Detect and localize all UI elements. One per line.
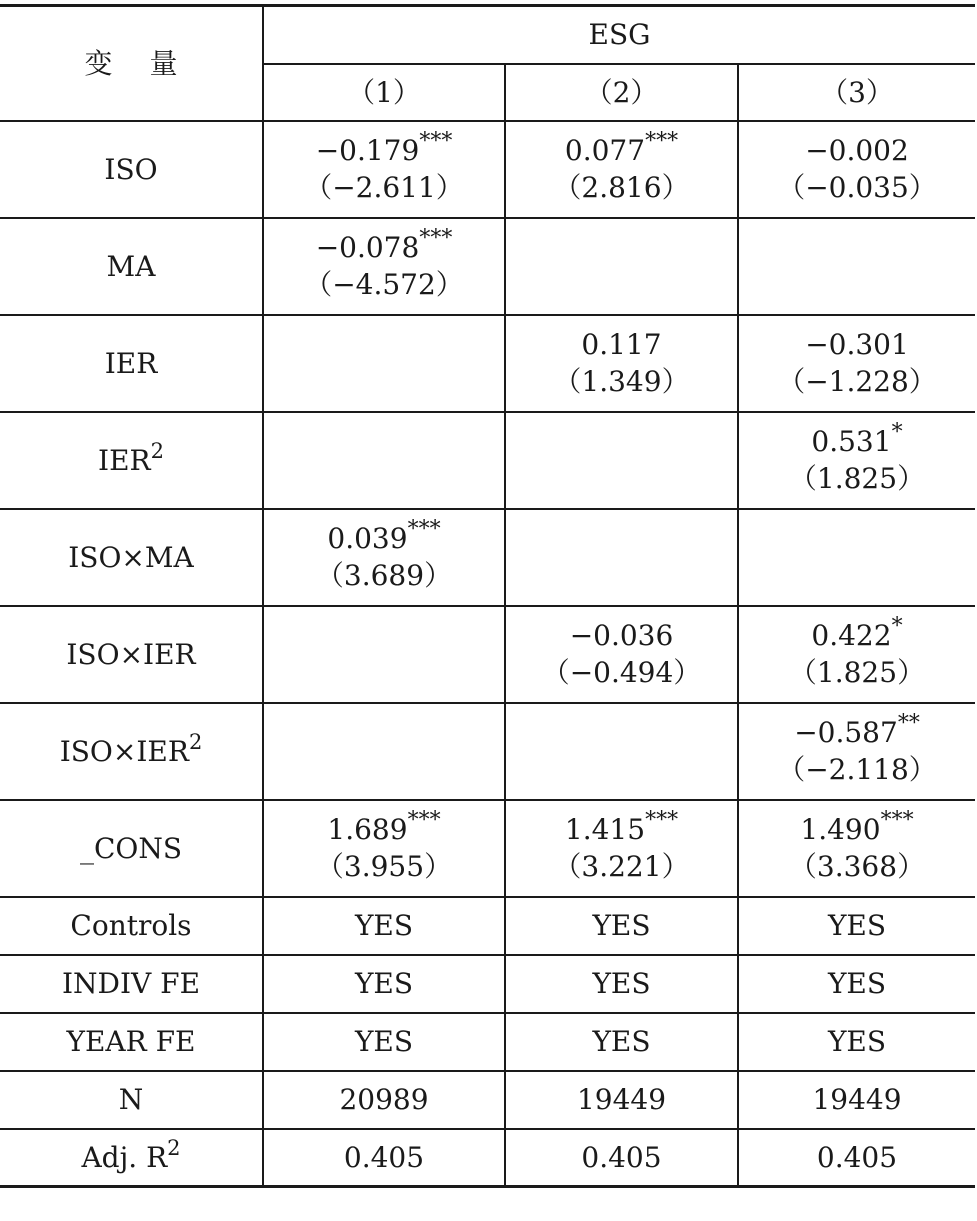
variable-name-text: ISO×IER — [66, 637, 196, 671]
t-statistic: （3.689） — [315, 559, 453, 592]
variable-name-text: IER — [104, 346, 158, 380]
variable-name-cell — [0, 1129, 263, 1187]
t-statistic: （−2.611） — [304, 171, 464, 204]
coefficient-value: 0.531 — [811, 425, 892, 458]
coefficient-value: −0.179 — [315, 134, 420, 167]
coefficient-value: 0.422 — [811, 619, 892, 652]
coefficient-cell — [263, 703, 505, 800]
variable-name-cell — [0, 1013, 263, 1071]
variable-name-cell — [0, 955, 263, 1013]
summary-value-cell: YES — [738, 1013, 975, 1071]
coefficient-line — [739, 420, 975, 460]
variable-name — [119, 1081, 144, 1118]
coefficient-line — [506, 808, 737, 848]
variable-name-text: _CONS — [79, 831, 183, 865]
summary-row — [0, 955, 975, 1013]
summary-value-cell: YES — [505, 955, 738, 1013]
significance-stars: * — [891, 614, 903, 639]
t-statistic: （1.825） — [788, 656, 926, 689]
significance-stars: ** — [897, 711, 920, 736]
variable-name — [59, 729, 203, 770]
variable-name — [98, 438, 164, 479]
variable-name-text: ISO×MA — [68, 540, 194, 574]
variable-name-text: Controls — [70, 909, 192, 942]
coefficient-value: 1.415 — [564, 813, 646, 846]
coefficient-cell — [263, 412, 505, 509]
variable-name-text: N — [118, 1083, 144, 1116]
significance-stars: * — [891, 420, 903, 445]
table-row — [0, 703, 975, 800]
coefficient-cell — [505, 509, 738, 606]
t-statistic: （3.368） — [788, 850, 926, 883]
summary-row — [0, 897, 975, 955]
table-row — [0, 606, 975, 703]
coefficient-value: −0.078 — [315, 231, 420, 264]
coefficient-cell — [738, 800, 975, 897]
summary-value-cell: YES — [263, 897, 505, 955]
variable-name-cell — [0, 800, 263, 897]
coefficient-cell — [505, 703, 738, 800]
coefficient-cell — [263, 315, 505, 412]
variable-name-text: YEAR FE — [66, 1025, 196, 1058]
esg-group-header: ESG — [263, 6, 975, 64]
coefficient-cell — [738, 412, 975, 509]
summary-row — [0, 1071, 975, 1129]
coefficient-cell — [505, 606, 738, 703]
significance-stars: *** — [407, 808, 441, 833]
coefficient-cell — [738, 218, 975, 315]
coefficient-value: 0.077 — [564, 134, 646, 167]
coefficient-cell — [263, 121, 505, 218]
summary-value-cell: YES — [738, 897, 975, 955]
t-statistic: （−2.118） — [777, 753, 937, 786]
summary-value-cell: YES — [505, 1013, 738, 1071]
table-row — [0, 412, 975, 509]
significance-stars: *** — [645, 129, 679, 154]
summary-value-cell: YES — [263, 1013, 505, 1071]
variable-name-text: ISO×IER — [59, 734, 189, 768]
coefficient-line — [506, 129, 737, 169]
coefficient-cell — [505, 121, 738, 218]
significance-stars: *** — [419, 226, 453, 251]
variable-name-cell — [0, 315, 263, 412]
coefficient-cell — [505, 412, 738, 509]
table-row — [0, 218, 975, 315]
coefficient-value: −0.002 — [805, 134, 909, 167]
summary-value-cell: YES — [505, 897, 738, 955]
variable-name — [105, 345, 158, 382]
variable-name-text: INDIV FE — [61, 967, 201, 1000]
coefficient-cell — [505, 315, 738, 412]
variable-name-cell — [0, 121, 263, 218]
summary-value-cell: 0.405 — [505, 1129, 738, 1187]
coefficient-value: −0.036 — [569, 619, 674, 652]
coefficient-line — [264, 129, 504, 169]
coefficient-value: −0.301 — [805, 328, 909, 361]
summary-value-cell: 19449 — [738, 1071, 975, 1129]
t-statistic: （−4.572） — [304, 268, 464, 301]
summary-value-cell: 0.405 — [738, 1129, 975, 1187]
table-row — [0, 315, 975, 412]
coefficient-line — [739, 808, 975, 848]
coefficient-value: 0.039 — [327, 522, 408, 555]
variable-name — [68, 539, 194, 576]
table-row — [0, 121, 975, 218]
variable-name — [107, 248, 156, 285]
summary-row — [0, 1013, 975, 1071]
column-header-2: （2） — [505, 64, 738, 121]
variable-name-cell — [0, 509, 263, 606]
variable-name-cell — [0, 897, 263, 955]
variable-name — [62, 965, 200, 1002]
significance-stars: *** — [880, 808, 914, 833]
summary-value-cell: 20989 — [263, 1071, 505, 1129]
t-statistic: （3.221） — [553, 850, 690, 883]
coefficient-line — [739, 711, 975, 751]
summary-value-cell: 19449 — [505, 1071, 738, 1129]
table-body — [0, 121, 975, 1187]
significance-stars: *** — [407, 517, 441, 542]
coefficient-cell — [263, 509, 505, 606]
coefficient-cell — [263, 800, 505, 897]
summary-value-cell: YES — [738, 955, 975, 1013]
coefficient-cell — [738, 315, 975, 412]
coefficient-value: 1.689 — [327, 813, 408, 846]
t-statistic: （1.825） — [788, 462, 926, 495]
coefficient-line — [739, 326, 975, 363]
regression-table-container — [0, 4, 975, 1188]
coefficient-value: −0.587 — [794, 716, 898, 749]
coefficient-cell — [263, 606, 505, 703]
variable-name — [70, 907, 191, 944]
variable-name-superscript: 2 — [150, 438, 164, 463]
header-row-group — [0, 6, 975, 64]
variable-name — [81, 1135, 181, 1176]
significance-stars: *** — [419, 129, 453, 154]
variable-name-text: ISO — [104, 152, 158, 186]
coefficient-value: 1.490 — [800, 813, 881, 846]
variable-name-text: Adj. R — [81, 1140, 168, 1174]
t-statistic: （1.349） — [553, 365, 690, 398]
summary-value-cell: 0.405 — [263, 1129, 505, 1187]
t-statistic: （−0.494） — [541, 656, 702, 689]
coefficient-line — [506, 617, 737, 654]
coefficient-line — [739, 132, 975, 169]
coefficient-line — [506, 326, 737, 363]
coefficient-cell — [505, 218, 738, 315]
variable-header-label: 变 量 — [84, 46, 192, 80]
t-statistic: （−0.035） — [777, 171, 937, 204]
coefficient-cell — [738, 703, 975, 800]
variable-name-cell — [0, 412, 263, 509]
coefficient-cell — [263, 218, 505, 315]
t-statistic: （3.955） — [315, 850, 453, 883]
variable-name-cell — [0, 606, 263, 703]
t-statistic: （2.816） — [553, 171, 690, 204]
coefficient-line — [264, 808, 504, 848]
variable-name-cell — [0, 218, 263, 315]
t-statistic: （−1.228） — [777, 365, 937, 398]
table-row — [0, 509, 975, 606]
regression-table — [0, 4, 975, 1188]
column-header-3: （3） — [738, 64, 975, 121]
coefficient-line — [264, 517, 504, 557]
variable-name-superscript: 2 — [188, 729, 203, 754]
summary-value-cell: YES — [263, 955, 505, 1013]
variable-name — [66, 636, 195, 673]
column-header-1: （1） — [263, 64, 505, 121]
variable-header — [0, 6, 263, 121]
variable-name — [67, 1023, 196, 1060]
coefficient-line — [264, 226, 504, 266]
coefficient-cell — [738, 509, 975, 606]
variable-name-text: IER — [98, 443, 151, 477]
summary-row — [0, 1129, 975, 1187]
variable-name-superscript: 2 — [167, 1135, 181, 1160]
coefficient-cell — [738, 606, 975, 703]
variable-name — [104, 151, 157, 188]
variable-name-cell — [0, 1071, 263, 1129]
coefficient-value: 0.117 — [581, 328, 662, 361]
coefficient-cell — [505, 800, 738, 897]
coefficient-line — [739, 614, 975, 654]
significance-stars: *** — [645, 808, 679, 833]
table-row — [0, 800, 975, 897]
variable-name-text: MA — [106, 249, 156, 283]
coefficient-cell — [738, 121, 975, 218]
variable-name — [80, 830, 182, 867]
variable-name-cell — [0, 703, 263, 800]
